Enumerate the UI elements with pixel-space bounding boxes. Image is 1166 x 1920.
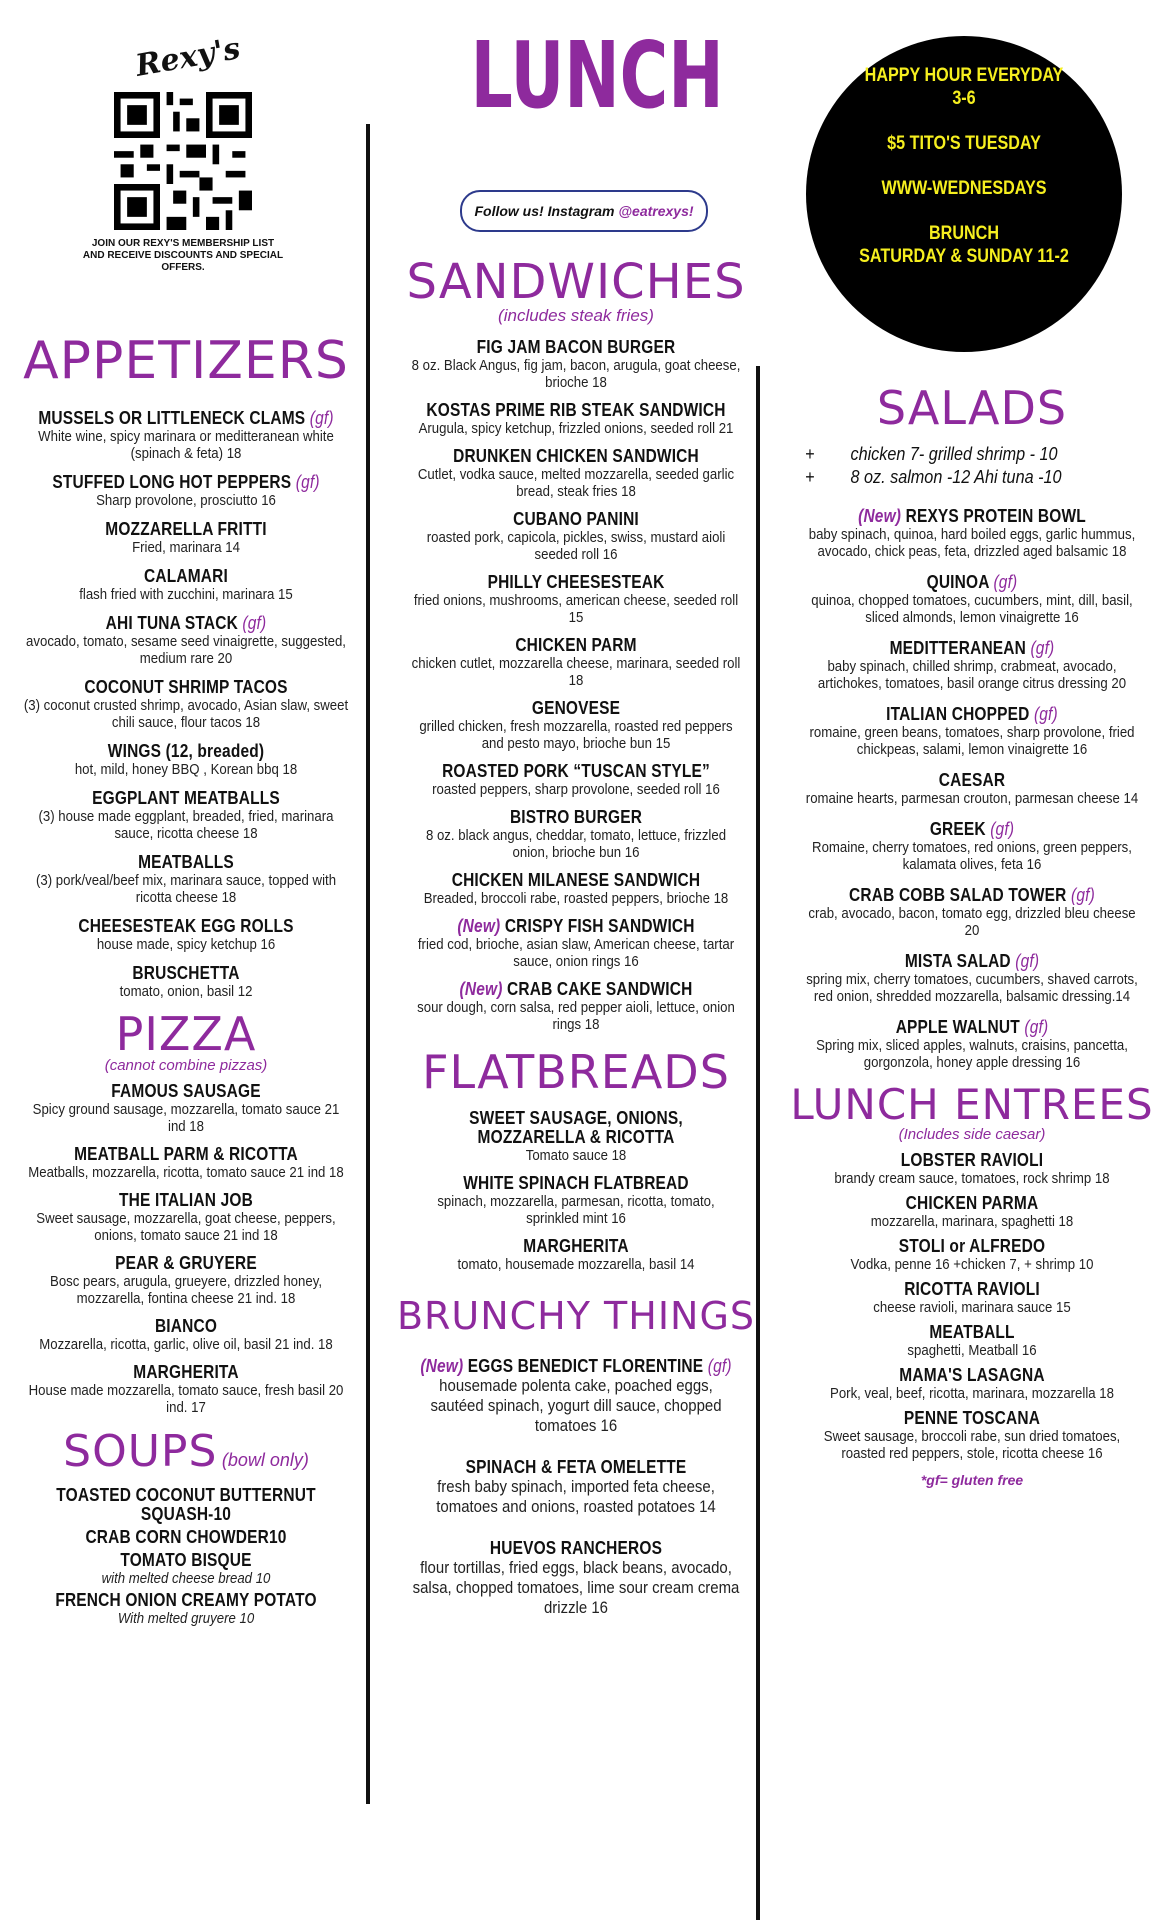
item-description: cheese ravioli, marinara sauce 15 [873, 1299, 1071, 1316]
item-name: PHILLY CHEESESTEAK [487, 572, 665, 592]
item-description: spring mix, cherry tomatoes, cucumbers, shaved carrots, red onion, shredded mozzarella, balsamic dressing.14 [806, 971, 1138, 1005]
item-name: CRAB COBB SALAD TOWER [849, 885, 1067, 905]
sandwich-item [388, 573, 764, 626]
item-name-row [26, 1317, 346, 1336]
item-name-row [805, 639, 1139, 658]
column-middle [388, 254, 764, 1640]
appetizer-item [0, 520, 372, 556]
new-badge: (New) [457, 916, 501, 936]
instagram-follow[interactable] [460, 190, 708, 232]
item-price: 10 [268, 1527, 287, 1547]
item-name-row [805, 1409, 1139, 1428]
item-name-row [805, 573, 1139, 592]
item-name-row [26, 1363, 346, 1382]
item-name: MARGHERITA [523, 1236, 629, 1256]
pizza-heading: PIZZA [115, 1007, 257, 1061]
pizza-item [0, 1254, 372, 1307]
salad-item [778, 952, 1166, 1005]
appetizers-list [0, 409, 372, 1000]
salad-item [778, 705, 1166, 758]
appetizer-item [0, 473, 372, 509]
appetizer-item [0, 964, 372, 1000]
flatbreads-heading: FLATBREADS [422, 1045, 730, 1099]
sandwich-item [388, 699, 764, 752]
item-name-row [414, 808, 737, 827]
soups-list [0, 1486, 372, 1627]
item-name: BISTRO BURGER [509, 807, 643, 827]
promo-line: 3-6 [952, 88, 976, 109]
item-name: MOZZARELLA FRITTI [105, 519, 267, 539]
sandwich-item [388, 917, 764, 970]
item-name: CHICKEN MILANESE SANDWICH [451, 870, 701, 890]
item-description: House made mozzarella, tomato sauce, fresh basil 20 ind. 17 [28, 1382, 344, 1416]
item-description: crab, avocado, bacon, tomato egg, drizzled bleu cheese 20 [808, 905, 1136, 939]
item-name-row [26, 964, 346, 983]
item-description: Spicy ground sausage, mozzarella, tomato sauce 21 ind 18 [32, 1101, 340, 1135]
entree-item [778, 1366, 1166, 1402]
item-name: FRENCH ONION CREAMY POTATO [55, 1590, 317, 1610]
item-name-row [805, 705, 1139, 724]
salad-item [778, 639, 1166, 692]
pizza-note: (cannot combine pizzas) [104, 1057, 268, 1074]
item-name: BRUSCHETTA [132, 963, 240, 983]
item-name-row [805, 1194, 1139, 1213]
item-name-row [414, 1237, 737, 1256]
item-name-row [414, 1174, 737, 1193]
salad-item [778, 820, 1166, 873]
flatbread-item [388, 1109, 764, 1164]
item-name: PEAR & GRUYERE [115, 1253, 257, 1273]
gluten-free-tag: (gf) [990, 819, 1015, 839]
item-name: MEDITTERANEAN [889, 638, 1027, 658]
item-name: HUEVOS RANCHEROS [489, 1538, 663, 1558]
salad-item [778, 507, 1166, 560]
item-description: roasted pork, capicola, pickles, swiss, mustard aioli seeded roll 16 [426, 529, 726, 563]
item-description: sour dough, corn salsa, red pepper aioli, lettuce, onion rings 18 [417, 999, 735, 1033]
item-name: MAMA'S LASAGNA [899, 1365, 1045, 1385]
soup-item [0, 1528, 372, 1547]
item-name: CALAMARI [144, 566, 228, 586]
item-name-row [26, 1145, 346, 1164]
item-name: CRAB CORN CHOWDER [85, 1527, 269, 1547]
item-name-row [805, 1018, 1139, 1037]
pizza-item [0, 1317, 372, 1353]
item-description: housemade polenta cake, poached eggs, sautéed spinach, yogurt dill sauce, chopped tomatoes 16 [430, 1376, 722, 1435]
item-name-row [26, 678, 346, 697]
item-description: With melted gruyere 10 [117, 1610, 255, 1627]
pizza-item [0, 1082, 372, 1135]
promo-circle [806, 36, 1122, 352]
item-name-row [414, 871, 737, 890]
appetizer-item [0, 409, 372, 462]
item-description: mozzarella, marinara, spaghetti 18 [870, 1213, 1074, 1230]
entree-item [778, 1194, 1166, 1230]
item-name: CAESAR [938, 770, 1006, 790]
item-name: COCONUT SHRIMP TACOS [84, 677, 288, 697]
item-description: 8 oz. black angus, cheddar, tomato, lettuce, frizzled onion, brioche bun 16 [425, 827, 727, 861]
item-description: White wine, spicy marinara or meditteranean white (spinach & feta) 18 [38, 428, 334, 462]
item-name: CRAB CAKE SANDWICH [507, 979, 693, 999]
promo-line: SATURDAY & SUNDAY 11-2 [859, 246, 1069, 267]
item-name: REXYS PROTEIN BOWL [905, 506, 1086, 526]
item-name-row [414, 1357, 737, 1376]
item-description: romaine, green beans, tomatoes, sharp provolone, fried chickpeas, salami, lemon vinaigrette 16 [809, 724, 1135, 758]
item-name-row [805, 1237, 1139, 1256]
item-name: FAMOUS SAUSAGE [111, 1081, 261, 1101]
item-name-row [805, 952, 1139, 971]
salads-heading: SALADS [876, 381, 1068, 435]
item-name: THE ITALIAN JOB [119, 1190, 253, 1210]
item-description: Cutlet, vodka sauce, melted mozzarella, seeded garlic bread, steak fries 18 [417, 466, 735, 500]
item-description: tomato, housemade mozzarella, basil 14 [457, 1256, 695, 1273]
item-name: MUSSELS OR LITTLENECK CLAMS [38, 408, 306, 428]
item-description: fresh baby spinach, imported feta cheese, tomatoes and onions, roasted potatoes 14 [436, 1477, 716, 1516]
item-name: CRISPY FISH SANDWICH [504, 916, 695, 936]
item-name: MEATBALLS [138, 852, 234, 872]
flatbread-item [388, 1237, 764, 1273]
item-name: STOLI or ALFREDO [898, 1236, 1046, 1256]
item-name-row [26, 853, 346, 872]
salad-addon-text: 8 oz. salmon -12 Ahi tuna -10 [850, 467, 1062, 487]
soup-item [0, 1591, 372, 1627]
item-name-row [414, 636, 737, 655]
gluten-free-tag: (gf) [295, 472, 320, 492]
item-name-row [805, 820, 1139, 839]
brunch-item [388, 1539, 764, 1618]
gluten-free-tag: (gf) [707, 1356, 732, 1376]
item-description: avocado, tomato, sesame seed vinaigrette, suggested, medium rare 20 [26, 633, 346, 667]
item-description: baby spinach, quinoa, hard boiled eggs, garlic hummus, avocado, chick peas, feta, drizzled aged balsamic 18 [808, 526, 1136, 560]
item-name: SWEET SAUSAGE, ONIONS, MOZZARELLA & RICOTTA [469, 1108, 683, 1147]
salad-addon-text: chicken 7- grilled shrimp - 10 [850, 444, 1058, 464]
item-description: chicken cutlet, mozzarella cheese, marinara, seeded roll 18 [411, 655, 741, 689]
item-description: flour tortillas, fried eggs, black beans, avocado, salsa, chopped tomatoes, lime sour cream crema drizzle 16 [412, 1558, 740, 1617]
item-name-row [414, 338, 737, 357]
item-name-row [805, 1280, 1139, 1299]
item-name: TOMATO BISQUE [120, 1550, 252, 1570]
qr-code[interactable] [114, 92, 252, 230]
brunch-item [388, 1357, 764, 1436]
appetizer-item [0, 678, 372, 731]
item-name-row [414, 573, 737, 592]
sandwich-item [388, 510, 764, 563]
item-name-row [805, 771, 1139, 790]
instagram-handle[interactable]: @eatrexys! [618, 203, 694, 219]
item-description: Breaded, broccoli rabe, roasted peppers, brioche 18 [423, 890, 729, 907]
item-name: QUINOA [926, 572, 989, 592]
soups-heading: SOUPS [63, 1426, 218, 1477]
item-name-row [26, 1191, 346, 1210]
item-description: (3) coconut crusted shrimp, avocado, Asian slaw, sweet chili sauce, flour tacos 18 [23, 697, 349, 731]
item-name: MEATBALL [929, 1322, 1015, 1342]
promo-line: BRUNCH [929, 223, 999, 244]
item-description: Sweet sausage, mozzarella, goat cheese, peppers, onions, tomato sauce 21 ind 18 [36, 1210, 336, 1244]
item-description: Romaine, cherry tomatoes, red onions, green peppers, kalamata olives, feta 16 [812, 839, 1132, 873]
item-name-row [26, 1486, 346, 1524]
soups-heading-row [0, 1426, 372, 1477]
salads-list [778, 507, 1166, 1071]
brunchy-heading: BRUNCHY THINGS [396, 1294, 756, 1338]
item-name: CUBANO PANINI [513, 509, 639, 529]
salad-addon: + chicken 7- grilled shrimp - 10 [805, 444, 1058, 464]
item-description: spinach, mozzarella, parmesan, ricotta, tomato, sprinkled mint 16 [437, 1193, 715, 1227]
item-name-row [26, 614, 346, 633]
item-description: 8 oz. Black Angus, fig jam, bacon, arugula, goat cheese, brioche 18 [411, 357, 741, 391]
salad-addon: + 8 oz. salmon -12 Ahi tuna -10 [805, 467, 1062, 487]
item-description: Mozzarella, ricotta, garlic, olive oil, basil 21 ind. 18 [39, 1336, 333, 1353]
item-name: MISTA SALAD [904, 951, 1011, 971]
item-description: Pork, veal, beef, ricotta, marinara, mozzarella 18 [830, 1385, 1114, 1402]
item-description: Bosc pears, arugula, grueyere, drizzled honey, mozzarella, fontina cheese 21 ind. 18 [50, 1273, 322, 1307]
gluten-free-tag: (gf) [1024, 1017, 1049, 1037]
new-badge: (New) [858, 506, 902, 526]
item-name: CHICKEN PARM [515, 635, 637, 655]
brunch-item [388, 1458, 764, 1517]
item-name: LOBSTER RAVIOLI [900, 1150, 1044, 1170]
item-price: 10 [213, 1504, 232, 1524]
item-description: Tomato sauce 18 [525, 1147, 627, 1164]
salad-item [778, 886, 1166, 939]
membership-text: JOIN OUR REXY'S MEMBERSHIP LIST AND RECEIVE DISCOUNTS AND SPECIAL OFFERS. [82, 238, 284, 273]
pizza-item [0, 1145, 372, 1181]
entree-item [778, 1237, 1166, 1273]
item-description: baby spinach, chilled shrimp, crabmeat, avocado, artichokes, tomatoes, basil orange citrus dressing 20 [817, 658, 1127, 692]
item-description: flash fried with zucchini, marinara 15 [79, 586, 293, 603]
gluten-free-tag: (gf) [1030, 638, 1055, 658]
item-name: TOASTED COCONUT BUTTERNUT SQUASH- [56, 1485, 316, 1524]
item-name-row [805, 1323, 1139, 1342]
item-name-row [26, 742, 346, 761]
entree-item [778, 1409, 1166, 1462]
appetizers-heading: APPETIZERS [23, 331, 349, 391]
item-name: GREEK [929, 819, 986, 839]
salad-item [778, 1018, 1166, 1071]
item-description: romaine hearts, parmesan crouton, parmesan cheese 14 [805, 790, 1139, 807]
item-name-row [414, 510, 737, 529]
item-name-row [414, 762, 737, 781]
item-name-row [26, 567, 346, 586]
flatbreads-list [388, 1109, 764, 1273]
item-description: Arugula, spicy ketchup, frizzled onions, seeded roll 21 [418, 420, 734, 437]
sandwich-item [388, 338, 764, 391]
item-name: ITALIAN CHOPPED [886, 704, 1030, 724]
new-badge: (New) [420, 1356, 464, 1376]
item-name-row [805, 1151, 1139, 1170]
pizza-item [0, 1363, 372, 1416]
item-name-row [805, 507, 1139, 526]
entrees-list [778, 1151, 1166, 1462]
sandwich-item [388, 980, 764, 1033]
sandwich-item [388, 447, 764, 500]
gluten-free-tag: (gf) [1033, 704, 1058, 724]
item-description: hot, mild, honey BBQ , Korean bbq 18 [74, 761, 298, 778]
item-description: house made, spicy ketchup 16 [96, 936, 276, 953]
item-name-row [26, 917, 346, 936]
item-description: Vodka, penne 16 +chicken 7, + shrimp 10 [850, 1256, 1094, 1273]
item-name-row [26, 789, 346, 808]
item-description: with melted cheese bread 10 [101, 1570, 271, 1587]
entrees-heading: LUNCH ENTREES [790, 1080, 1154, 1129]
item-description: quinoa, chopped tomatoes, cucumbers, mint, dill, basil, sliced almonds, lemon vinaigrette 16 [811, 592, 1133, 626]
item-name: DRUNKEN CHICKEN SANDWICH [453, 446, 699, 466]
item-description: Sharp provolone, prosciutto 16 [96, 492, 276, 509]
promo-line: WWW-WEDNESDAYS [881, 178, 1047, 199]
sandwich-item [388, 401, 764, 437]
item-name: FIG JAM BACON BURGER [476, 337, 676, 357]
item-name-row [26, 1551, 346, 1570]
sandwiches-list [388, 338, 764, 1033]
soup-item [0, 1486, 372, 1524]
flatbread-item [388, 1174, 764, 1227]
appetizer-item [0, 614, 372, 667]
item-name: APPLE WALNUT [895, 1017, 1020, 1037]
item-description: tomato, onion, basil 12 [119, 983, 253, 1000]
soups-note: (bowl only) [221, 1450, 309, 1470]
salad-item [778, 771, 1166, 807]
item-description: Spring mix, sliced apples, walnuts, craisins, pancetta, gorgonzola, honey apple dressing 16 [816, 1037, 1128, 1071]
item-name: PENNE TOSCANA [903, 1408, 1041, 1428]
item-name: MEATBALL PARM & RICOTTA [74, 1144, 298, 1164]
gluten-free-tag: (gf) [1015, 951, 1040, 971]
sandwiches-note: (includes steak fries) [498, 306, 654, 325]
appetizer-item [0, 853, 372, 906]
new-badge: (New) [459, 979, 503, 999]
item-name: GENOVESE [531, 698, 621, 718]
appetizer-item [0, 567, 372, 603]
item-name: EGGPLANT MEATBALLS [92, 788, 280, 808]
item-description: (3) house made eggplant, breaded, fried, marinara sauce, ricotta cheese 18 [38, 808, 334, 842]
appetizer-item [0, 917, 372, 953]
soup-item [0, 1551, 372, 1587]
item-name-row [414, 980, 737, 999]
item-name: KOSTAS PRIME RIB STEAK SANDWICH [426, 400, 726, 420]
entree-item [778, 1280, 1166, 1316]
item-name-row [26, 1082, 346, 1101]
item-name: CHICKEN PARMA [905, 1193, 1039, 1213]
sandwich-item [388, 762, 764, 798]
promo-line: $5 TITO'S TUESDAY [887, 133, 1041, 154]
pizza-item [0, 1191, 372, 1244]
item-name: CHEESESTEAK EGG ROLLS [78, 916, 294, 936]
item-name-row [414, 917, 737, 936]
item-name-row [26, 473, 346, 492]
item-description: roasted peppers, sharp provolone, seeded roll 16 [432, 781, 720, 798]
rexys-logo: Rexy's [133, 31, 243, 84]
item-description: Fried, marinara 14 [132, 539, 240, 556]
item-name: WHITE SPINACH FLATBREAD [463, 1173, 689, 1193]
appetizer-item [0, 742, 372, 778]
item-name: RICOTTA RAVIOLI [904, 1279, 1040, 1299]
item-name: EGGS BENEDICT FLORENTINE [467, 1356, 704, 1376]
follow-prefix: Follow us! Instagram [474, 203, 619, 219]
item-description: fried cod, brioche, asian slaw, American cheese, tartar sauce, onion rings 16 [417, 936, 735, 970]
item-name-row [414, 401, 737, 420]
brunchy-list [388, 1357, 764, 1618]
appetizer-item [0, 789, 372, 842]
pizza-list [0, 1082, 372, 1416]
item-name-row [26, 520, 346, 539]
column-right [778, 381, 1166, 1488]
gluten-free-tag: (gf) [309, 408, 334, 428]
item-name: STUFFED LONG HOT PEPPERS [52, 472, 292, 492]
gluten-free-tag: (gf) [1071, 885, 1095, 905]
entree-item [778, 1151, 1166, 1187]
item-description: brandy cream sauce, tomatoes, rock shrimp 18 [834, 1170, 1110, 1187]
item-name: MARGHERITA [133, 1362, 239, 1382]
item-name-row [414, 1109, 737, 1147]
column-left [0, 331, 372, 1631]
item-description: grilled chicken, fresh mozzarella, roasted red peppers and pesto mayo, brioche bun 15 [419, 718, 733, 752]
entree-item [778, 1323, 1166, 1359]
sandwich-item [388, 871, 764, 907]
item-description: spaghetti, Meatball 16 [907, 1342, 1037, 1359]
entrees-note: (Includes side caesar) [898, 1126, 1046, 1143]
item-name: SPINACH & FETA OMELETTE [465, 1457, 687, 1477]
page-title: LUNCH [470, 22, 724, 129]
item-description: Sweet sausage, broccoli rabe, sun dried tomatoes, roasted red peppers, stole, ricotta cheese 16 [823, 1428, 1121, 1462]
gluten-free-note: *gf= gluten free [920, 1472, 1024, 1488]
sandwich-item [388, 808, 764, 861]
item-name-row [414, 447, 737, 466]
sandwiches-heading: SANDWICHES [406, 254, 746, 310]
item-description: (3) pork/veal/beef mix, marinara sauce, topped with ricotta cheese 18 [35, 872, 337, 906]
item-name: AHI TUNA STACK [105, 613, 238, 633]
item-name-row [414, 699, 737, 718]
gluten-free-tag: (gf) [242, 613, 267, 633]
item-name-row [414, 1539, 737, 1558]
item-name-row [805, 1366, 1139, 1385]
item-name-row [26, 409, 346, 428]
item-name: BIANCO [154, 1316, 218, 1336]
promo-line: HAPPY HOUR EVERYDAY [864, 65, 1064, 86]
item-name-row [26, 1591, 346, 1610]
item-description: fried onions, mushrooms, american cheese, seeded roll 15 [413, 592, 739, 626]
item-name: ROASTED PORK “TUSCAN STYLE” [442, 761, 710, 781]
sandwich-item [388, 636, 764, 689]
item-name-row [26, 1528, 346, 1547]
item-name: WINGS (12, breaded) [107, 741, 265, 761]
item-name-row [414, 1458, 737, 1477]
gluten-free-tag: (gf) [993, 572, 1018, 592]
item-name-row [26, 1254, 346, 1273]
item-description: Meatballs, mozzarella, ricotta, tomato sauce 21 ind 18 [28, 1164, 344, 1181]
item-name-row [805, 886, 1139, 905]
salad-item [778, 573, 1166, 626]
